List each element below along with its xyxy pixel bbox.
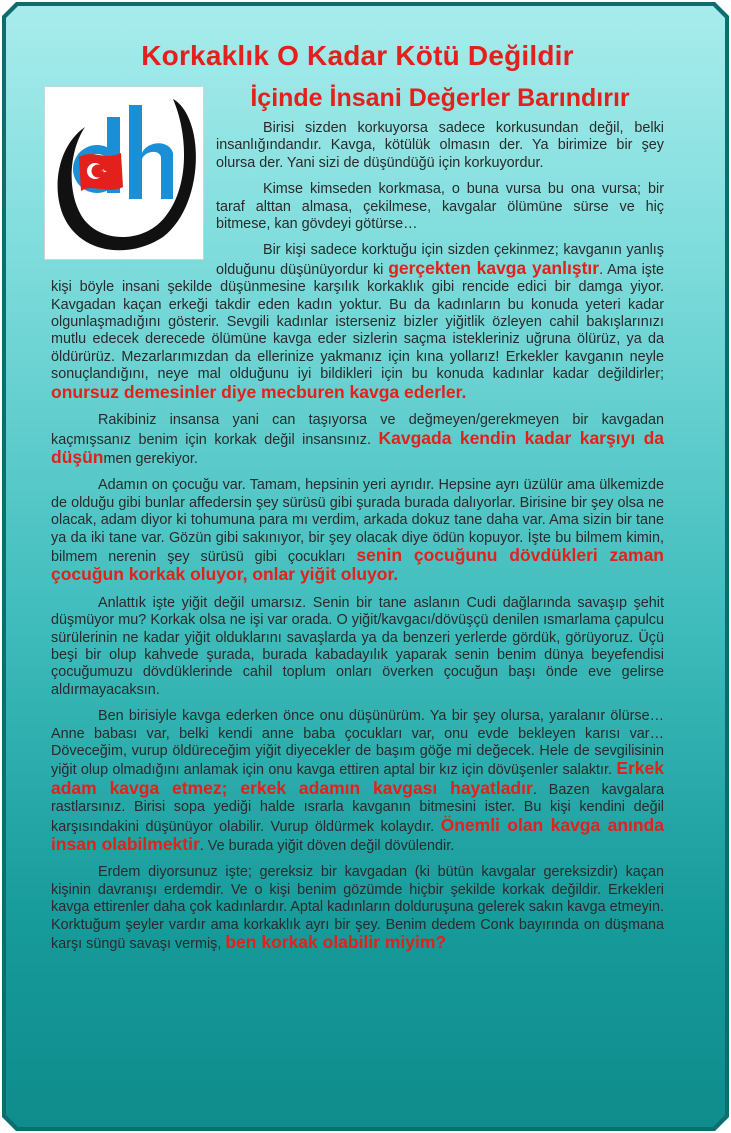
- body-text: . Ve burada yiğit döven değil dövülendir.: [199, 838, 455, 855]
- article-paragraph: [51, 595, 664, 699]
- article-subtitle: İçinde İnsani Değerler Barındırır: [250, 84, 630, 112]
- article-body: [51, 120, 664, 962]
- highlight-text: Önemli olan kavga anında insan olabilmektir: [51, 814, 664, 855]
- highlight-text: Erkek adam kavga etmez; erkek adamın kavgası hayatladır: [51, 758, 664, 798]
- body-text: . Bazen kavgalara rastlarsınız. Birisi sopa yediği halde ısrarla kavganın bitmesini ister. Bu kişi kendini değil karşısındakini düşünüyor olabilir. Vurup öldürmek kolaydır.: [51, 781, 664, 835]
- body-text: Rakibiniz insansa yani can taşıyorsa ve değmeyen/gerekmeyen bir kavgadan kaçmışsanız benim için korkak değil insansınız.: [51, 412, 664, 448]
- article-paragraph: [51, 412, 664, 468]
- highlight-text: ben korkak olabilir miyim?: [225, 932, 447, 953]
- logo-spacer: [51, 120, 216, 268]
- body-text: Bir kişi sadece korktuğu için sizden çekinmez; kavganın yanlış olduğunu düşünüyordur ki: [216, 242, 664, 278]
- body-text: Birisi sizden korkuyorsa sadece korkusundan değil, belki insanlığındandır. Kavga, kötülük olmasın der. Ya birimize bir şey olursa der. Yani sizi de düşündüğü için korkuyordur.: [216, 120, 664, 171]
- body-text: Adamın on çocuğu var. Tamam, hepsinin yeri ayrıdır. Hepsine ayrı üzülür ama ülkemizde de olduğu gibi bunlar affedersin şey sürüsü gibi şurada burada dalıyorlar. Birisine bir şey olsa ne olacak, adam diyor ki tohumuna para mı verdim, arkada dokuz tane daha var. Ama sizin bir tane ya da iki tane var. Gözün gibi sakınıyor, bir şey olacak diye ödün kopuyor. İşte bu bilmem kimin, bilmem nerenin şey sürüsü gibi çocukları: [51, 477, 664, 565]
- body-text: . Ama işte kişi böyle insani şekilde düşünmesine karşılık korkaklık gibi rencide edici bir damga yiyor. Kavgadan kaçan erkeği takdir eden kadın yoktur. Bu da kadınların bu konuda yeteri kadar olgunlaşmadığını gösterir. Sevgili kadınlar isterseniz bizler yiğitlik özleyen cahil bakışlarınızı mutlu edecek derecede ölümüne kavga eder sizlerin saçma istekleriniz uğruna ölürüz, ya da öldürürüz. Mezarlarımızdan da ellerinize yakmanız için kına yollarız! Erkekler kavganın neyle sonuçlandığını, neye mal olduğunu iyi bildikleri için bu konuda kadınlar kadar değildirler;: [51, 261, 664, 383]
- body-text: Erdem diyorsunuz işte; gereksiz bir kavgadan (ki bütün kavgalar gereksizdir) kaçan kişinin davranışı erdemdir. Ve o kişi benim gözümde hiçbir şekilde korkak değildir. Erkekleri kavga ettirenler daha çok kadınlardır. Aptal kadınların dolduruşuna gelerek sakın kavga etmeyin. Korktuğum şeyler vardır ama korkaklık ayrı bir şey. Benim dedem Conk bayırında on düşmana karşı süngü savaşı vermiş,: [51, 864, 664, 953]
- highlight-text: gerçekten kavga yanlıştır: [388, 257, 600, 278]
- article-paragraph: [51, 477, 664, 585]
- article-paragraph: [51, 708, 664, 855]
- body-text: Ben birisiyle kavga ederken önce onu düşünürüm. Ya bir şey olursa, yaralanır ölürse… Anne babası var, belki kendi anne baba çocukları var, onu evde bekleyen karısı var… Döveceğim, vurup öldüreceğim yiğit diyecekler de başım göğe mi değecek. Hele de sevgilisinin yiğit olup olmadığını anlamak için onu kavga ettiren aptal bir kız için dövüşenler salaktır.: [51, 708, 664, 779]
- body-text: Anlattık işte yiğit değil umarsız. Senin bir tane aslanın Cudi dağlarında savaşıp şehit düşmüyor mu? Korkak olsa ne işi var orada. O yiğit/kavgacı/dövüşçü denilen ısmarlama çapulcu sürülerinin ne kadar yiğit olduklarını savaşlarda ya da benzeri yerlerde gördük, görüyoruz. Üçü beşi bir olup kahvede şurada, burada kabadayılık yaparak senin benim dünya beyefendisi çocuğumuzu dövdüklerinde cahil toplum onları överken çocuğun başı önde eve gelirse aldırmayacaksın.: [51, 594, 664, 698]
- article-title: Korkaklık O Kadar Kötü Değildir: [141, 40, 574, 71]
- highlight-text: onursuz demesinler diye mecburen kavga ederler.: [51, 381, 467, 402]
- highlight-text: Kavgada kendin kadar karşıyı da düşün: [51, 427, 664, 467]
- body-text: men gerekiyor.: [103, 450, 198, 467]
- highlight-text: senin çocuğunu dövdükleri zaman çocuğun korkak oluyor, onlar yiğit oluyor.: [51, 544, 664, 585]
- body-text: Kimse kimseden korkmasa, o buna vursa bu ona vursa; bir taraf alttan almasa, çekilmese, kavgalar ölümüne sürse ve hiç bitmese, kan gövdeyi götürse…: [216, 181, 664, 233]
- article-paragraph: [51, 864, 664, 953]
